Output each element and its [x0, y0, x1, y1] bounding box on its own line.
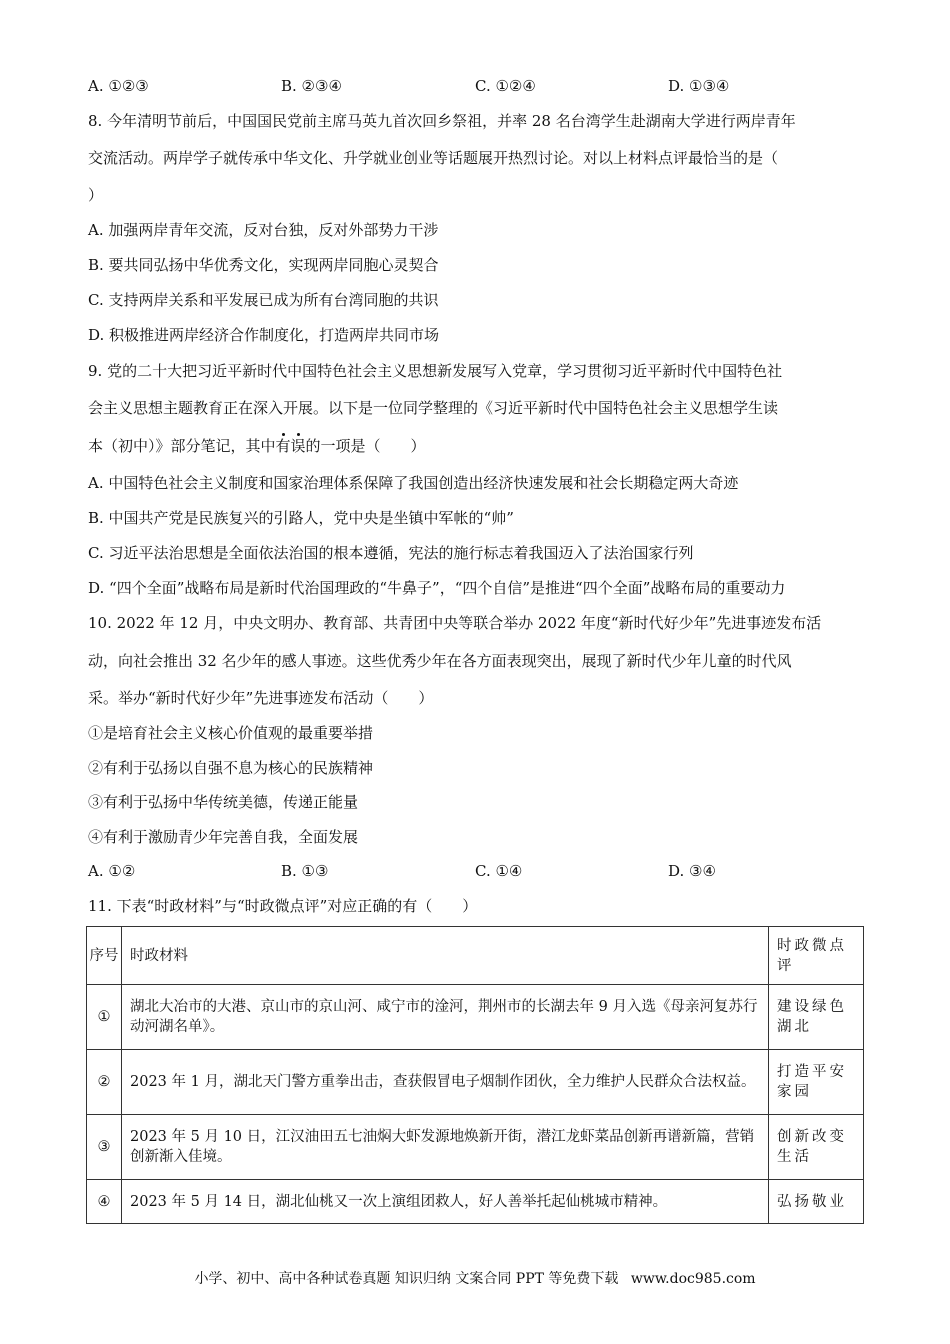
q10-option-a[interactable]: A. ①② [88, 862, 136, 880]
q9-stem-line-1: 9. 党的二十大把习近平新时代中国特色社会主义思想新发展写入党章，学习贯彻习近平新时代中国特色社 [88, 362, 783, 380]
q8-option-d[interactable]: D. 积极推进两岸经济合作制度化，打造两岸共同市场 [88, 326, 440, 344]
q10-stem-line-1: 10. 2022 年 12 月，中央文明办、教育部、共青团中央等联合举办 2022 年度“新时代好少年”先进事迹发布活 [88, 614, 822, 632]
q8-stem-line-1: 8. 今年清明节前后，中国国民党前主席马英九首次回乡祭祖，并率 28 名台湾学生赴湖南大学进行两岸青年 [88, 112, 796, 130]
q8-option-a[interactable]: A. 加强两岸青年交流，反对台独，反对外部势力干涉 [88, 221, 439, 239]
q9-option-b[interactable]: B. 中国共产党是民族复兴的引路人，党中央是坐镇中军帐的“帅” [88, 509, 514, 527]
q8-stem-line-3: ） [88, 186, 104, 204]
header-material: 时政材料 [122, 927, 769, 985]
q7-options [88, 76, 868, 96]
q10-stem-line-3: 采。举办“新时代好少年”先进事迹发布活动（ ） [88, 689, 434, 707]
row-index: ① [87, 985, 122, 1050]
q9-emphasis-char-2: 误 [290, 437, 306, 455]
q10-item-2: ②有利于弘扬以自强不息为核心的民族精神 [88, 759, 374, 777]
q10-item-1: ①是培育社会主义核心价值观的最重要举措 [88, 724, 374, 742]
q10-option-d[interactable]: D. ③④ [668, 862, 716, 880]
table-row [87, 1115, 864, 1180]
row-material: 2023 年 5 月 10 日，江汉油田五七油焖大虾发源地焕新开街，潜江龙虾菜品创新再谱新篇，营销创新渐入佳境。 [122, 1115, 769, 1180]
q7-option-b[interactable]: B. ②③④ [281, 77, 342, 95]
row-material: 2023 年 5 月 14 日，湖北仙桃又一次上演组团救人，好人善举托起仙桃城市精神。 [122, 1180, 769, 1224]
footer-text: 小学、初中、高中各种试卷真题 知识归纳 文案合同 PPT 等免费下载 [194, 1271, 619, 1287]
q9-stem-line-2: 会主义思想主题教育正在深入开展。以下是一位同学整理的《习近平新时代中国特色社会主义思想学生读 [88, 399, 779, 417]
table-row [87, 985, 864, 1050]
row-comment: 弘扬敬业 [769, 1180, 864, 1224]
table-row [87, 1180, 864, 1224]
row-comment: 创新改变生活 [769, 1115, 864, 1180]
row-comment: 打造平安家园 [769, 1050, 864, 1115]
q8-option-c[interactable]: C. 支持两岸关系和平发展已成为所有台湾同胞的共识 [88, 291, 439, 309]
q10-options [88, 861, 868, 881]
row-material: 2023 年 1 月，湖北天门警方重拳出击，查获假冒电子烟制作团伙，全力维护人民群众合法权益。 [122, 1050, 769, 1115]
q11-table [86, 926, 864, 1224]
q9-stem-line-3-post: 的一项是（ ） [305, 437, 426, 455]
row-comment: 建设绿色湖北 [769, 985, 864, 1050]
table-row [87, 1050, 864, 1115]
q10-item-4: ④有利于激励青少年完善自我，全面发展 [88, 828, 359, 846]
row-index: ② [87, 1050, 122, 1115]
q7-option-c[interactable]: C. ①②④ [475, 77, 536, 95]
q8-stem-line-2: 交流活动。两岸学子就传承中华文化、升学就业创业等话题展开热烈讨论。对以上材料点评最恰当的是（ [88, 149, 779, 167]
page-footer [0, 1268, 950, 1288]
q8-option-b[interactable]: B. 要共同弘扬中华优秀文化，实现两岸同胞心灵契合 [88, 256, 439, 274]
q10-item-3: ③有利于弘扬中华传统美德，传递正能量 [88, 793, 359, 811]
table-header-row [87, 927, 864, 985]
row-material: 湖北大冶市的大港、京山市的京山河、咸宁市的淦河，荆州市的长湖去年 9 月入选《母亲河复苏行动河湖名单》。 [122, 985, 769, 1050]
q9-option-c[interactable]: C. 习近平法治思想是全面依法治国的根本遵循，宪法的施行标志着我国迈入了法治国家行列 [88, 544, 694, 562]
q11-stem: 11. 下表“时政材料”与“时政微点评”对应正确的有（ ） [88, 897, 478, 915]
row-index: ④ [87, 1180, 122, 1224]
row-index: ③ [87, 1115, 122, 1180]
header-comment: 时政微点评 [769, 927, 864, 985]
header-index: 序号 [87, 927, 122, 985]
q9-stem-line-3-pre: 本（初中）》部分笔记，其中 [88, 437, 276, 455]
q10-option-b[interactable]: B. ①③ [281, 862, 329, 880]
q10-stem-line-2: 动，向社会推出 32 名少年的感人事迹。这些优秀少年在各方面表现突出，展现了新时代少年儿童的时代风 [88, 652, 792, 670]
q9-stem-line-3 [88, 436, 868, 456]
q7-option-a[interactable]: A. ①②③ [88, 77, 149, 95]
q9-emphasis-char-1: 有 [275, 437, 291, 455]
q7-option-d[interactable]: D. ①③④ [668, 77, 730, 95]
q10-option-c[interactable]: C. ①④ [475, 862, 523, 880]
footer-link[interactable]: www.doc985.com [630, 1271, 756, 1287]
q9-option-a[interactable]: A. 中国特色社会主义制度和国家治理体系保障了我国创造出经济快速发展和社会长期稳定两大奇迹 [88, 474, 739, 492]
q9-option-d[interactable]: D. “四个全面”战略布局是新时代治国理政的“牛鼻子”，“四个自信”是推进“四个全面”战略布局的重要动力 [88, 579, 786, 597]
